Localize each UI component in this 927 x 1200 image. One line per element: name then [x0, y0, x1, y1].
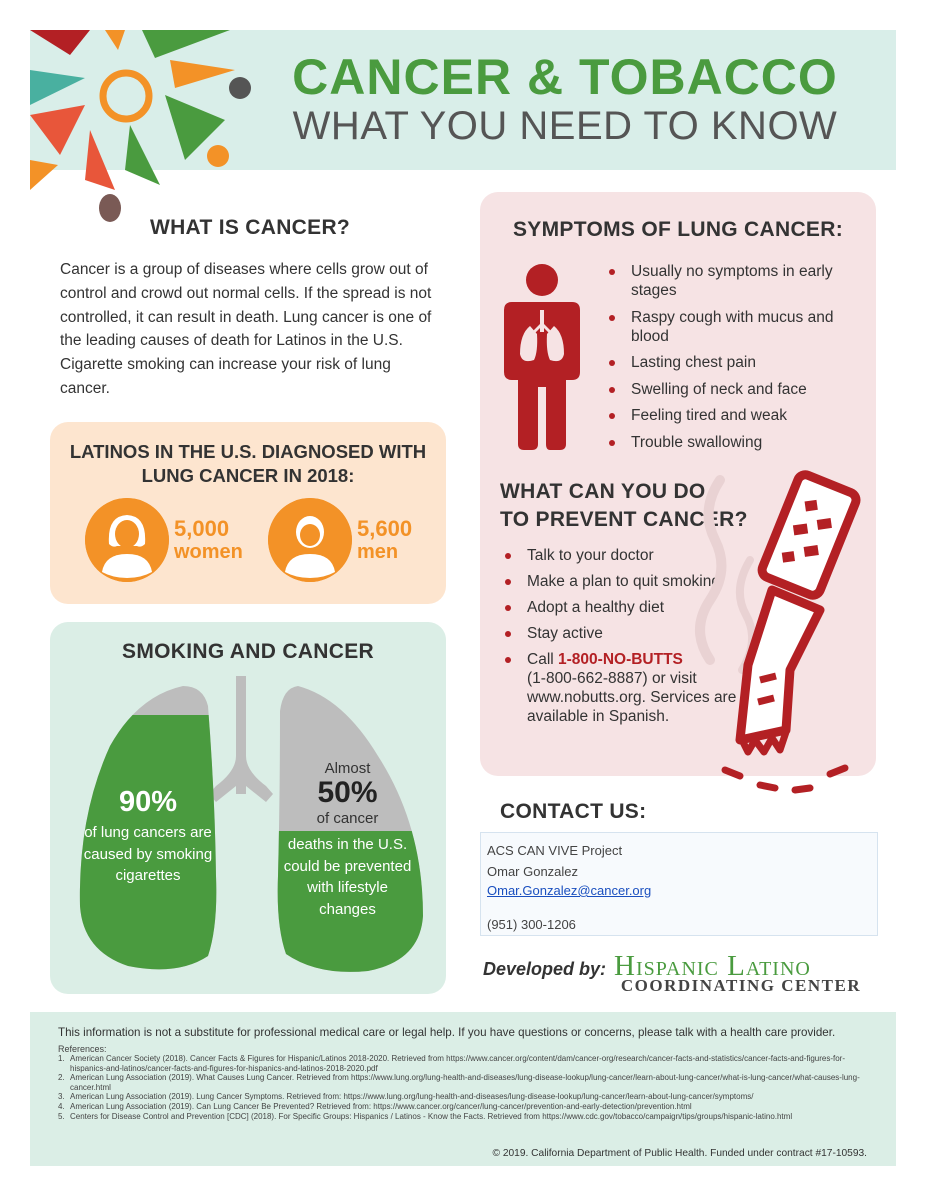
contact-email-link[interactable]: Omar.Gonzalez@cancer.org	[487, 883, 652, 898]
prevent-item: Adopt a healthy diet	[503, 598, 773, 617]
reference-item	[58, 1073, 876, 1092]
men-count: 5,600	[357, 516, 413, 541]
latinos-diagnosed-heading: LATINOS IN THE U.S. DIAGNOSED WITH LUNG CANCER IN 2018:	[69, 441, 427, 486]
reference-number: 3.	[58, 1092, 65, 1102]
symptom-item: Usually no symptoms in early stages	[607, 262, 857, 300]
page-subtitle: WHAT YOU NEED TO KNOW	[292, 104, 838, 148]
developed-by-label: Developed by:	[483, 959, 607, 979]
symptoms-heading: SYMPTOMS OF LUNG CANCER:	[513, 218, 843, 241]
prevent-heading-line2: TO PREVENT CANCER?	[500, 508, 748, 531]
reference-number: 1.	[58, 1054, 65, 1063]
reference-number: 4.	[58, 1101, 65, 1111]
reference-number: 2.	[58, 1073, 65, 1083]
prevent-item: Make a plan to quit smoking	[503, 572, 773, 591]
stat-50-prefix: Almost	[324, 760, 371, 777]
contact-name: Omar Gonzalez	[487, 864, 579, 879]
reference-text: Centers for Disease Control and Prevention [CDC] (2018). For Specific Groups: Hispanics / Latinos - Know the Facts. Retrieved from https://www.cdc.gov/tobacco/campaign/tips/groups/hispanic-latino.html	[70, 1111, 793, 1121]
reference-text: American Lung Association (2019). What Causes Lung Cancer. Retrieved from https://www.lung.org/lung-health-and-diseases/lung-disease-lookup/lung-cancer/learn-about-lung-cancer/what-is-lung-cancer/what-causes-lung-cancer.html	[70, 1073, 860, 1092]
what-is-cancer-heading: WHAT IS CANCER?	[149, 216, 351, 239]
women-label: women	[174, 541, 243, 563]
symptom-item: Trouble swallowing	[607, 433, 857, 452]
symptom-item: Lasting chest pain	[607, 353, 857, 372]
prevent-item: Stay active	[503, 624, 773, 643]
reference-item	[58, 1112, 876, 1122]
references-title: References:	[58, 1044, 107, 1054]
reference-item	[58, 1054, 876, 1073]
prevent-item: Talk to your doctor	[503, 546, 773, 565]
hotline-number[interactable]: 1-800-NO-BUTTS	[558, 651, 683, 668]
men-label: men	[357, 541, 399, 563]
contact-phone: (951) 300-1206	[487, 917, 576, 932]
page-title: CANCER & TOBACCO	[292, 49, 838, 105]
hotline-details: (1-800-662-8887) or visit www.nobutts.org. Services are available in Spanish.	[527, 670, 737, 725]
symptom-item: Feeling tired and weak	[607, 406, 857, 425]
references-list	[58, 1054, 876, 1121]
reference-number: 5.	[58, 1111, 65, 1121]
contact-heading: CONTACT US:	[500, 800, 647, 823]
disclaimer-text: This information is not a substitute for professional medical care or legal help. If you have questions or concerns, please talk with a health care provider.	[58, 1026, 836, 1039]
hlcc-logo-line2: COORDINATING CENTER	[620, 976, 862, 995]
reference-text: American Lung Association (2019). Can Lung Cancer Be Prevented? Retrieved from: https://www.cancer.org/cancer/lung-cancer/prevention-and-early-detection/prevention.html	[70, 1101, 692, 1111]
contact-org: ACS CAN VIVE Project	[487, 843, 623, 858]
stat-50-text: deaths in the U.S. could be prevented with lifestyle changes	[283, 836, 412, 918]
prevent-heading-line1: WHAT CAN YOU DO	[500, 480, 706, 503]
flower-logo-icon	[30, 30, 260, 230]
reference-text: American Lung Association (2019). Lung Cancer Symptoms. Retrieved from: https://www.lung.org/lung-health-and-diseases/lung-disease-lookup/lung-cancer/learn-about-lung-cancer/symptoms/	[70, 1092, 754, 1102]
symptom-item: Swelling of neck and face	[607, 380, 857, 399]
stat-50-mid: of cancer	[316, 810, 379, 827]
broken-cigarette-icon	[680, 440, 875, 810]
call-prefix: Call	[527, 651, 554, 668]
woman-icon	[85, 498, 169, 582]
hlcc-logo-text: Hispanic Latino	[614, 950, 811, 982]
man-icon	[268, 498, 352, 582]
human-body-lungs-icon	[500, 262, 585, 452]
stat-90-text: of lung cancers are caused by smoking cigarettes	[83, 824, 213, 884]
what-is-cancer-text: Cancer is a group of diseases where cells grow out of control and crowd out normal cells. If the spread is not controlled, it can result in death. Lung cancer is one of the leading causes of death for Latinos in the U.S. Cigarette smoking can increase your risk of lung cancer.	[60, 261, 432, 397]
symptom-item: Raspy cough with mucus and blood	[607, 308, 857, 346]
stat-90-percent: 90%	[118, 786, 178, 818]
copyright-text: © 2019. California Department of Public Health. Funded under contract #17-10593.	[492, 1148, 867, 1159]
reference-text: American Cancer Society (2018). Cancer Facts & Figures for Hispanic/Latinos 2018-2020. Retrieved from https://www.cancer.org/content/dam/cancer-org/research/cancer-facts-and-statistics/cancer-facts-and-figures-for-hispanics-and-latinos/cancer-facts-and-figures-for-hispanics-and-latinos-2018-2020.pdf	[70, 1054, 845, 1073]
reference-item	[58, 1092, 876, 1102]
reference-item	[58, 1102, 876, 1112]
women-count: 5,000	[174, 516, 230, 541]
smoking-and-cancer-heading: SMOKING AND CANCER	[122, 640, 374, 663]
stat-50-percent: 50%	[317, 776, 378, 809]
symptom-list	[607, 262, 857, 459]
